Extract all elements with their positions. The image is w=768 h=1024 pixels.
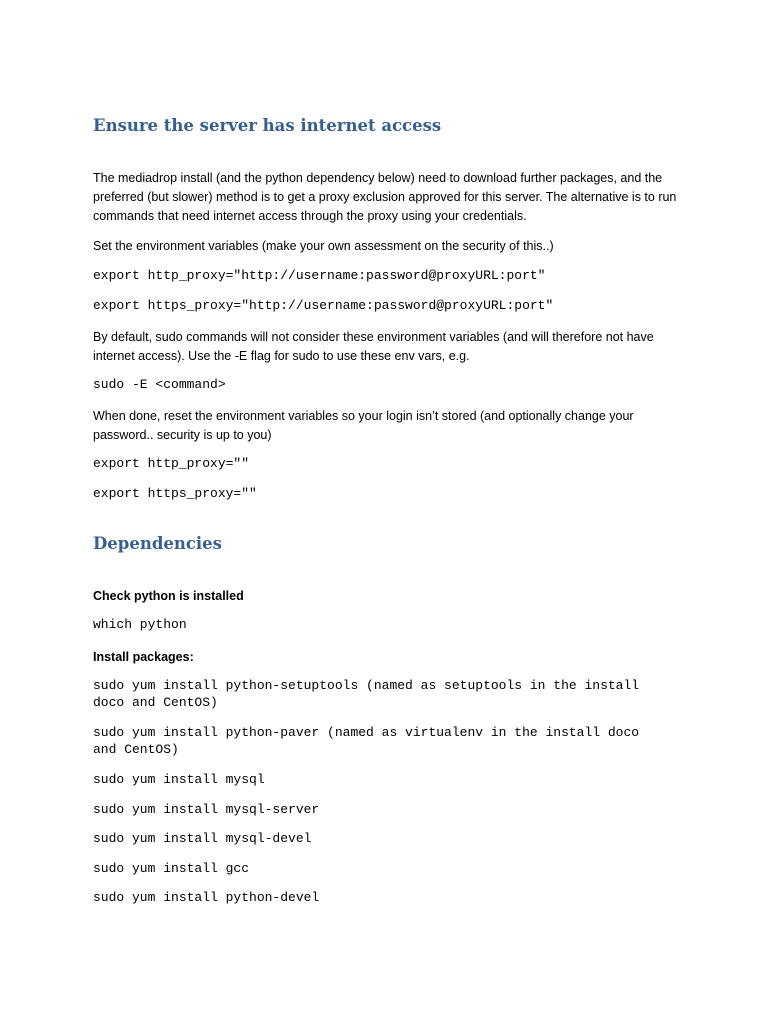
sudo-note-paragraph: By default, sudo commands will not consider these environment variables (and will therefore not have internet access). Use the -E flag for sudo to use these env vars, e.g. bbox=[93, 330, 654, 363]
code-install-python-devel: sudo yum install python-devel bbox=[93, 890, 320, 905]
code-install-mysql-devel: sudo yum install mysql-devel bbox=[93, 831, 312, 846]
set-env-paragraph: Set the environment variables (make your own assessment on the security of this..) bbox=[93, 239, 554, 253]
heading-dependencies: Dependencies bbox=[93, 534, 222, 553]
code-install-paver: sudo yum install python-paver (named as virtualenv in the install doco and CentOS) bbox=[93, 725, 647, 757]
code-which-python: which python bbox=[93, 617, 187, 632]
code-reset-https-proxy: export https_proxy="" bbox=[93, 486, 257, 501]
heading-internet-access: Ensure the server has internet access bbox=[93, 116, 442, 135]
reset-note-paragraph: When done, reset the environment variables so your login isn’t stored (and optionally change your password.. security is up to you) bbox=[93, 409, 634, 442]
code-install-mysql-server: sudo yum install mysql-server bbox=[93, 802, 320, 817]
code-install-mysql: sudo yum install mysql bbox=[93, 772, 265, 787]
code-reset-http-proxy: export http_proxy="" bbox=[93, 456, 250, 471]
check-python-label: Check python is installed bbox=[93, 589, 244, 603]
code-install-gcc: sudo yum install gcc bbox=[93, 861, 250, 876]
install-packages-label: Install packages: bbox=[93, 650, 194, 664]
intro-paragraph: The mediadrop install (and the python dependency below) need to download further packages, and the preferred (but slower) method is to get a proxy exclusion approved for this server. The alternative is to run commands that need internet access through the proxy using your credentials. bbox=[93, 171, 677, 223]
code-export-http-proxy: export http_proxy="http://username:password@proxyURL:port" bbox=[93, 268, 546, 283]
code-install-setuptools: sudo yum install python-setuptools (named as setuptools in the install doco and CentOS) bbox=[93, 678, 647, 710]
code-sudo-e: sudo -E <command> bbox=[93, 377, 226, 392]
code-export-https-proxy: export https_proxy="http://username:password@proxyURL:port" bbox=[93, 298, 554, 313]
